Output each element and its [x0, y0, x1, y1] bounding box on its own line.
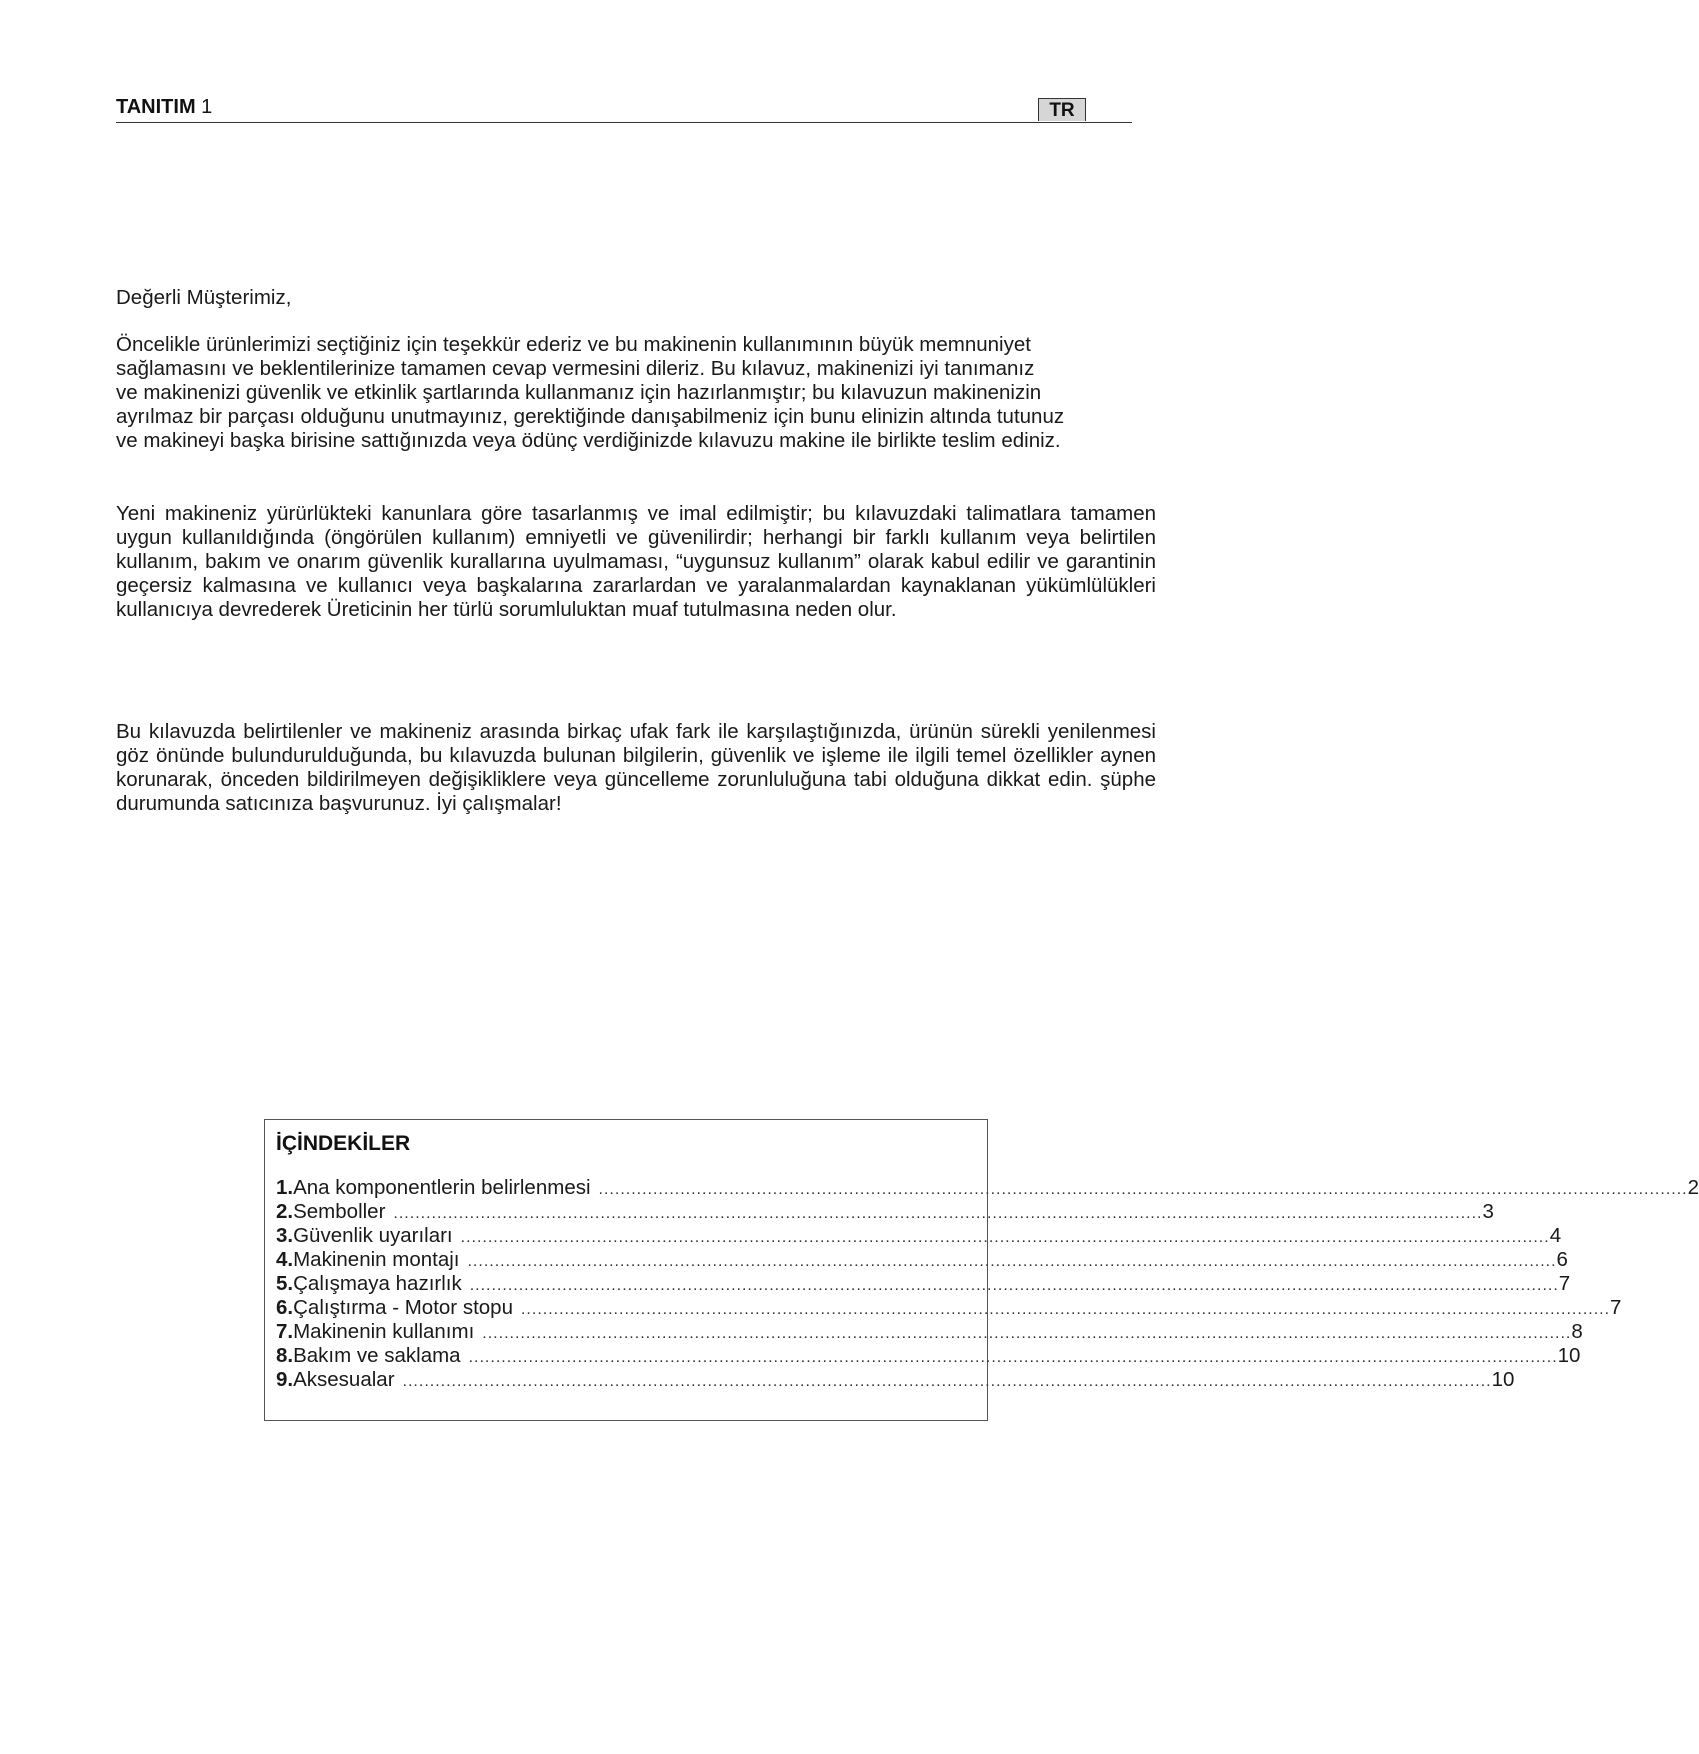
toc-item-number: 1.: [276, 1176, 294, 1199]
toc-item-page: 4: [1549, 1224, 1562, 1247]
toc-item-label: Güvenlik uyarıları: [293, 1224, 453, 1247]
toc-item-label: Aksesualar: [293, 1368, 395, 1391]
toc-item: [276, 1296, 1622, 1320]
toc-item-page: 7: [1610, 1296, 1622, 1319]
section-title-bold: TANITIM: [116, 96, 196, 118]
toc-item-label: Çalıştırma - Motor stopu: [293, 1296, 513, 1319]
toc-item-label: Çalışmaya hazırlık: [293, 1272, 462, 1295]
toc-item-page: 8: [1571, 1320, 1583, 1343]
toc-leader-dots: ........................................................................................................................................................................................................: [402, 1373, 1492, 1390]
toc-item-number: 8.: [276, 1344, 294, 1367]
toc-leader-dots: ........................................................................................................................................................................................................: [469, 1277, 1559, 1294]
toc-item-number: 4.: [276, 1248, 294, 1271]
intro-paragraph: [116, 333, 1156, 453]
toc-item-number: 2.: [276, 1200, 294, 1223]
toc-leader-dots: ........................................................................................................................................................................................................: [482, 1325, 1572, 1342]
toc-item: [276, 1200, 1494, 1224]
toc-leader-dots: ........................................................................................................................................................................................................: [393, 1205, 1483, 1222]
greeting: Değerli Müşterimiz,: [116, 286, 292, 309]
intro-line: ayrılmaz bir parçası olduğunu unutmayınız, gerektiğinde danışabilmeniz için bunu elinizin altında tutunuz: [116, 405, 1065, 428]
toc-item-number: 9.: [276, 1368, 294, 1391]
toc-leader-dots: ........................................................................................................................................................................................................: [520, 1301, 1611, 1318]
toc-leader-dots: ........................................................................................................................................................................................................: [598, 1181, 1688, 1198]
toc-item-label: Semboller: [293, 1200, 386, 1223]
intro-line: Öncelikle ürünlerimizi seçtiğiniz için teşekkür ederiz ve bu makinenin kullanımının büyük memnuniyet: [116, 333, 1031, 356]
toc-item: [276, 1248, 1568, 1272]
toc-item-page: 10: [1491, 1368, 1515, 1391]
usage-paragraph: Yeni makineniz yürürlükteki kanunlara göre tasarlanmış ve imal edilmiştir; bu kılavuzdaki talimatlara tamamen uygun kullanıldığında (öngörülen kullanım) emniyetli ve güvenilirdir; herhangi bir farklı kullanım veya belirtilen kullanım, bakım ve onarım güvenlik kurallarına uyulmaması, “uygunsuz kullanım” olarak kabul edilir ve garantinin geçersiz kalmasına ve kullanıcı veya başkalarına zararlardan ve yaralanmalardan kaynaklanan yükümlülükleri kullanıcıya devrederek Üreticinin her türlü sorumluluktan muaf tutulmasına neden olur.: [116, 502, 1156, 621]
toc-item: [276, 1320, 1583, 1344]
toc-item: [276, 1224, 1562, 1248]
toc-item-label: Ana komponentlerin belirlenmesi: [293, 1176, 591, 1199]
toc-item-number: 6.: [276, 1296, 294, 1319]
toc-item-page: 10: [1557, 1344, 1581, 1367]
toc-item: [276, 1344, 1581, 1368]
toc-item-number: 3.: [276, 1224, 294, 1247]
differences-paragraph: Bu kılavuzda belirtilenler ve makineniz arasında birkaç ufak fark ile karşılaştığınızda, ürünün sürekli yenilenmesi göz önünde bulundurulduğunda, bu kılavuzda bulunan bilgilerin, güvenlik ve işleme ile ilgili temel özellikler aynen korunarak, önceden bildirilmeyen değişikliklere veya güncelleme zorunluluğuna tabi olduğuna dikkat edin. şüphe durumunda satıcınıza başvurunuz. İyi çalışmalar!: [116, 720, 1156, 815]
toc-item-label: Makinenin montajı: [293, 1248, 460, 1271]
toc-leader-dots: ........................................................................................................................................................................................................: [460, 1229, 1550, 1246]
toc-item-page: 2: [1687, 1176, 1699, 1199]
toc-item: [276, 1272, 1571, 1296]
toc-title: İÇİNDEKİLER: [276, 1132, 411, 1155]
table-of-contents: [264, 1119, 1699, 1421]
toc-item-page: 6: [1556, 1248, 1568, 1271]
toc-list: [276, 1176, 1699, 1392]
toc-item: [276, 1368, 1515, 1392]
page-header: [116, 94, 1132, 123]
toc-item-label: Bakım ve saklama: [293, 1344, 461, 1367]
section-title: [116, 96, 212, 119]
section-number: 1: [201, 96, 213, 118]
toc-item-number: 5.: [276, 1272, 294, 1295]
intro-line: ve makineyi başka birisine sattığınızda veya ödünç verdiğinizde kılavuzu makine ile birlikte teslim ediniz.: [116, 429, 1061, 452]
toc-leader-dots: ........................................................................................................................................................................................................: [468, 1349, 1558, 1366]
toc-leader-dots: ........................................................................................................................................................................................................: [467, 1253, 1557, 1270]
toc-item-number: 7.: [276, 1320, 294, 1343]
intro-line: ve makinenizi güvenlik ve etkinlik şartlarında kullanmanız için hazırlanmıştır; bu kılavuzun makinenizin: [116, 381, 1042, 404]
language-badge: TR: [1038, 98, 1086, 121]
toc-item-label: Makinenin kullanımı: [293, 1320, 475, 1343]
toc-item: [276, 1176, 1699, 1200]
toc-item-page: 3: [1482, 1200, 1494, 1223]
intro-line: sağlamasını ve beklentilerinize tamamen cevap vermesini dileriz. Bu kılavuz, makinenizi iyi tanımanız: [116, 357, 1035, 380]
toc-item-page: 7: [1558, 1272, 1571, 1295]
